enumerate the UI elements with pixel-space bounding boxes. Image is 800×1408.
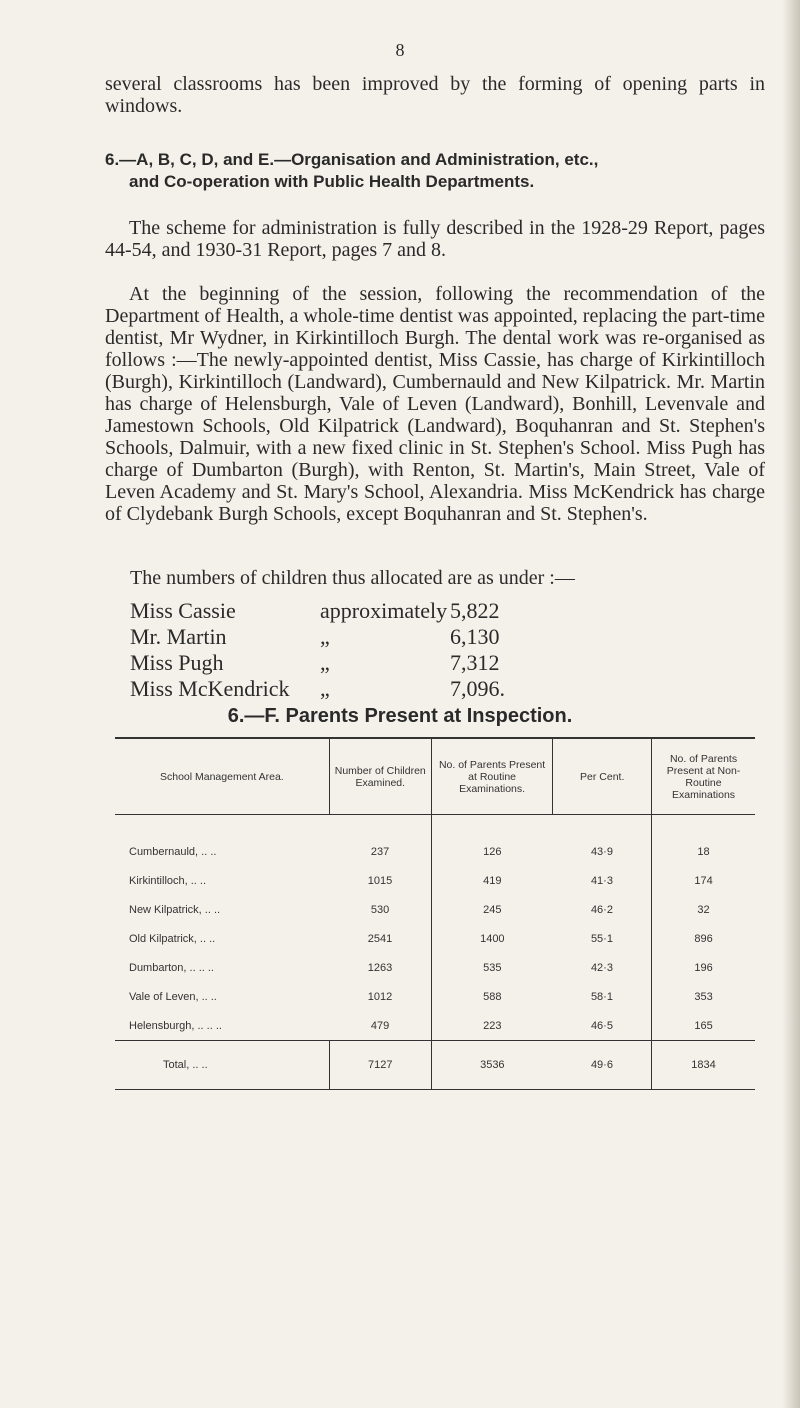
parents-non-routine-cell: 32 — [652, 895, 755, 924]
dentist-name: Miss McKendrick — [130, 676, 290, 701]
per-cent-cell: 46·5 — [590, 1019, 613, 1032]
children-examined-cell: 1263 — [367, 961, 393, 974]
table-row — [115, 895, 755, 924]
parents-present-table — [115, 737, 755, 1090]
allocation-row — [130, 650, 550, 676]
allocation-count: 6,130 — [450, 624, 500, 649]
table-row — [115, 953, 755, 982]
table-row — [115, 982, 755, 1011]
total-children-examined-cell: 7127 — [329, 1041, 431, 1090]
column-header-area: School Management Area. — [115, 738, 329, 815]
dentist-paragraph: At the beginning of the session, following the recommendation of the Department of Health, a whole-time dentist was appointed, replacing the part-time dentist, Mr Wydner, in Kirkintilloch Burgh. The dental work was re-organised as follows :—The newly-appointed dentist, Miss Cassie, has charge of Kirkintilloch (Burgh), Kirkintilloch (Landward), Cumbernauld and New Kilpatrick. Mr. Martin has charge of Helensburgh, Vale of Leven (Landward), Bonhill, Levenvale and Jamestown Schools, Old Kilpatrick (Landward), Boquhanran and St. Stephen's Schools, Dalmuir, with a new fixed clinic in St. Stephen's School. Miss Pugh has charge of Dumbarton (Burgh), with Renton, St. Martin's, Main Street, Vale of Leven Academy and St. Mary's School, Alexandria. Miss McKendrick has charge of Clydebank Burgh Schools, except Boquhanran and St. Stephen's. — [105, 283, 765, 525]
allocation-qualifier: „ — [320, 624, 330, 649]
column-header-children-examined: Number of Children Examined. — [329, 738, 431, 815]
table-row — [115, 866, 755, 895]
parents-non-routine-cell: 174 — [652, 866, 755, 895]
parents-routine-cell: 245 — [431, 895, 553, 924]
children-examined-cell: 2541 — [367, 932, 393, 945]
parents-non-routine-cell: 18 — [652, 815, 755, 867]
parents-routine-cell: 419 — [431, 866, 553, 895]
allocation-count: 5,822 — [450, 598, 500, 623]
area-cell: Cumbernauld, .. .. — [129, 845, 217, 858]
allocation-count: 7,312 — [450, 650, 500, 675]
allocation-qualifier: „ — [320, 650, 330, 675]
total-label-cell: Total, .. .. — [115, 1041, 329, 1090]
area-cell: Dumbarton, .. .. .. — [129, 961, 214, 974]
section-6-heading-line1: 6.—A, B, C, D, and E.—Organisation and Administration, etc., — [105, 150, 599, 169]
area-cell: Helensburgh, .. .. .. — [129, 1019, 222, 1032]
parents-non-routine-cell: 165 — [652, 1011, 755, 1041]
intro-paragraph: several classrooms has been improved by the forming of opening parts in windows. — [105, 73, 765, 117]
allocation-count: 7,096. — [450, 676, 505, 701]
section-6-heading — [105, 149, 765, 193]
allocation-row — [130, 676, 550, 702]
section-6-heading-line2: and Co-operation with Public Health Departments. — [129, 172, 535, 191]
table-row — [115, 815, 755, 867]
allocation-list — [130, 598, 550, 702]
administration-paragraph: The scheme for administration is fully described in the 1928-29 Report, pages 44-54, and 1930-31 Report, pages 7 and 8. — [105, 217, 765, 261]
children-examined-cell: 1015 — [367, 874, 393, 887]
per-cent-cell: 55·1 — [590, 932, 613, 945]
children-examined-cell: 479 — [370, 1019, 390, 1032]
column-header-per-cent: Per Cent. — [553, 738, 652, 815]
table-total-row — [115, 1041, 755, 1090]
children-examined-cell: 237 — [370, 845, 390, 858]
column-header-parents-routine: No. of Parents Present at Routine Examinations. — [431, 738, 553, 815]
per-cent-cell: 46·2 — [590, 903, 613, 916]
parents-routine-cell: 588 — [431, 982, 553, 1011]
total-parents-routine-cell: 3536 — [431, 1041, 553, 1090]
parents-non-routine-cell: 896 — [652, 924, 755, 953]
per-cent-cell: 41·3 — [590, 874, 613, 887]
parents-non-routine-cell: 353 — [652, 982, 755, 1011]
per-cent-cell: 58·1 — [590, 990, 613, 1003]
area-cell: Old Kilpatrick, .. .. — [129, 932, 216, 945]
dentist-name: Miss Cassie — [130, 598, 236, 623]
allocation-row — [130, 598, 550, 624]
area-cell: New Kilpatrick, .. .. — [129, 903, 221, 916]
allocation-qualifier: approximately — [320, 598, 448, 623]
parents-routine-cell: 223 — [431, 1011, 553, 1041]
per-cent-cell: 43·9 — [590, 845, 613, 858]
dentist-name: Mr. Martin — [130, 624, 227, 649]
section-6f-heading: 6.—F. Parents Present at Inspection. — [227, 705, 573, 727]
parents-routine-cell: 126 — [431, 815, 553, 867]
allocation-row — [130, 624, 550, 650]
allocation-intro: The numbers of children thus allocated are as under :— — [130, 567, 575, 589]
total-per-cent-cell: 49·6 — [553, 1041, 652, 1090]
area-cell: Vale of Leven, .. .. — [129, 990, 217, 1003]
table-row — [115, 1011, 755, 1041]
parents-routine-cell: 535 — [431, 953, 553, 982]
column-header-parents-non-routine: No. of Parents Present at Non-Routine Examinations — [652, 738, 755, 815]
dentist-name: Miss Pugh — [130, 650, 224, 675]
parents-non-routine-cell: 196 — [652, 953, 755, 982]
children-examined-cell: 530 — [370, 903, 390, 916]
parents-routine-cell: 1400 — [431, 924, 553, 953]
allocation-qualifier: „ — [320, 676, 330, 701]
children-examined-cell: 1012 — [367, 990, 393, 1003]
per-cent-cell: 42·3 — [590, 961, 613, 974]
total-parents-non-routine-cell: 1834 — [652, 1041, 755, 1090]
table-row — [115, 924, 755, 953]
table-header-row — [115, 738, 755, 815]
area-cell: Kirkintilloch, .. .. — [129, 874, 207, 887]
page-number: 8 — [395, 40, 405, 60]
page-edge-shadow — [782, 0, 800, 1408]
